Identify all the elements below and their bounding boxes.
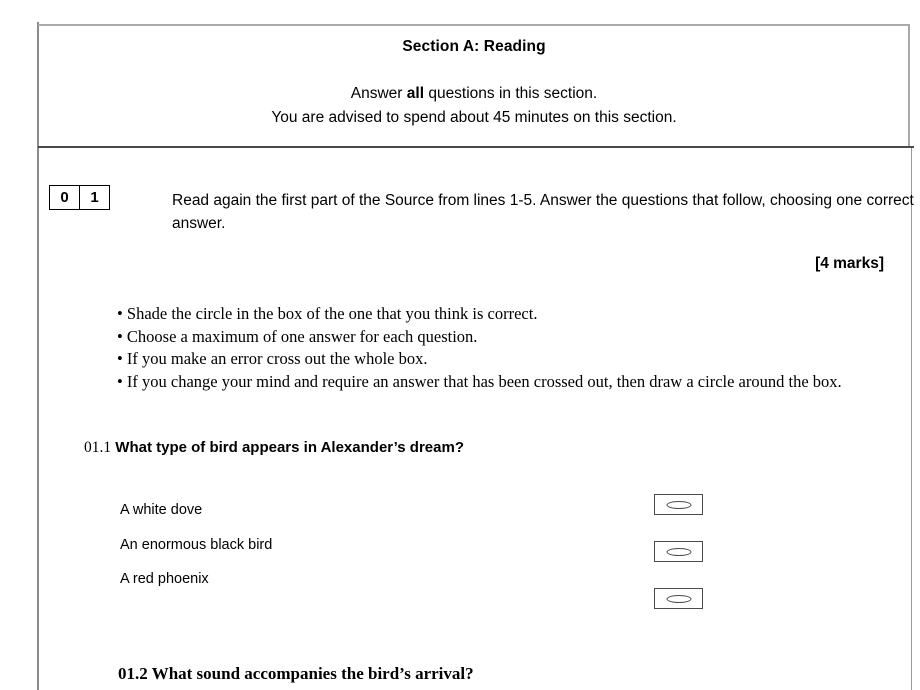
section-instructions	[38, 82, 910, 130]
instruction-line-1-emphasis: all	[406, 85, 425, 102]
marks-allocation: [4 marks]	[815, 255, 884, 272]
instruction-line-1	[38, 82, 910, 106]
oval-shade-icon[interactable]	[666, 595, 691, 603]
option-box-2[interactable]	[654, 541, 703, 562]
question-number-box	[49, 185, 110, 210]
guidance-bullet-1: • Shade the circle in the box of the one that you think is correct.	[117, 304, 538, 323]
section-title: Section A: Reading	[402, 38, 546, 55]
option-label-1: A white dove	[120, 502, 203, 518]
option-box-1[interactable]	[654, 494, 703, 515]
guidance-bullet-2: • Choose a maximum of one answer for each question.	[117, 326, 478, 346]
section-header-panel	[38, 24, 910, 146]
option-label-2: An enormous black bird	[120, 537, 273, 553]
subquestion-1-heading	[84, 439, 464, 457]
question-number-digit-2: 1	[79, 186, 109, 209]
oval-shade-icon[interactable]	[666, 501, 691, 509]
option-label-3: A red phoenix	[120, 571, 209, 587]
instruction-line-1-after: questions in this section.	[424, 85, 598, 102]
answering-guidance-list	[117, 303, 907, 393]
question-stem: Read again the first part of the Source from lines 1-5. Answer the questions that follow, choosing one correct answer.	[172, 192, 914, 232]
subquestion-1-text: What type of bird appears in Alexander’s dream?	[115, 439, 464, 456]
guidance-bullet-4: • If you change your mind and require an answer that has been crossed out, then draw a circle around the box.	[117, 371, 842, 391]
option-box-3[interactable]	[654, 588, 703, 609]
subquestion-2-heading: 01.2 What sound accompanies the bird’s arrival?	[118, 664, 474, 683]
guidance-bullet-3: • If you make an error cross out the whole box.	[117, 349, 428, 368]
header-divider	[38, 146, 914, 148]
oval-shade-icon[interactable]	[666, 548, 691, 556]
subquestion-1-number: 01.1	[84, 439, 112, 456]
question-number-digit-1: 0	[60, 189, 69, 206]
instruction-line-2: You are advised to spend about 45 minutes on this section.	[271, 109, 677, 126]
instruction-line-1-before: Answer	[350, 85, 407, 102]
